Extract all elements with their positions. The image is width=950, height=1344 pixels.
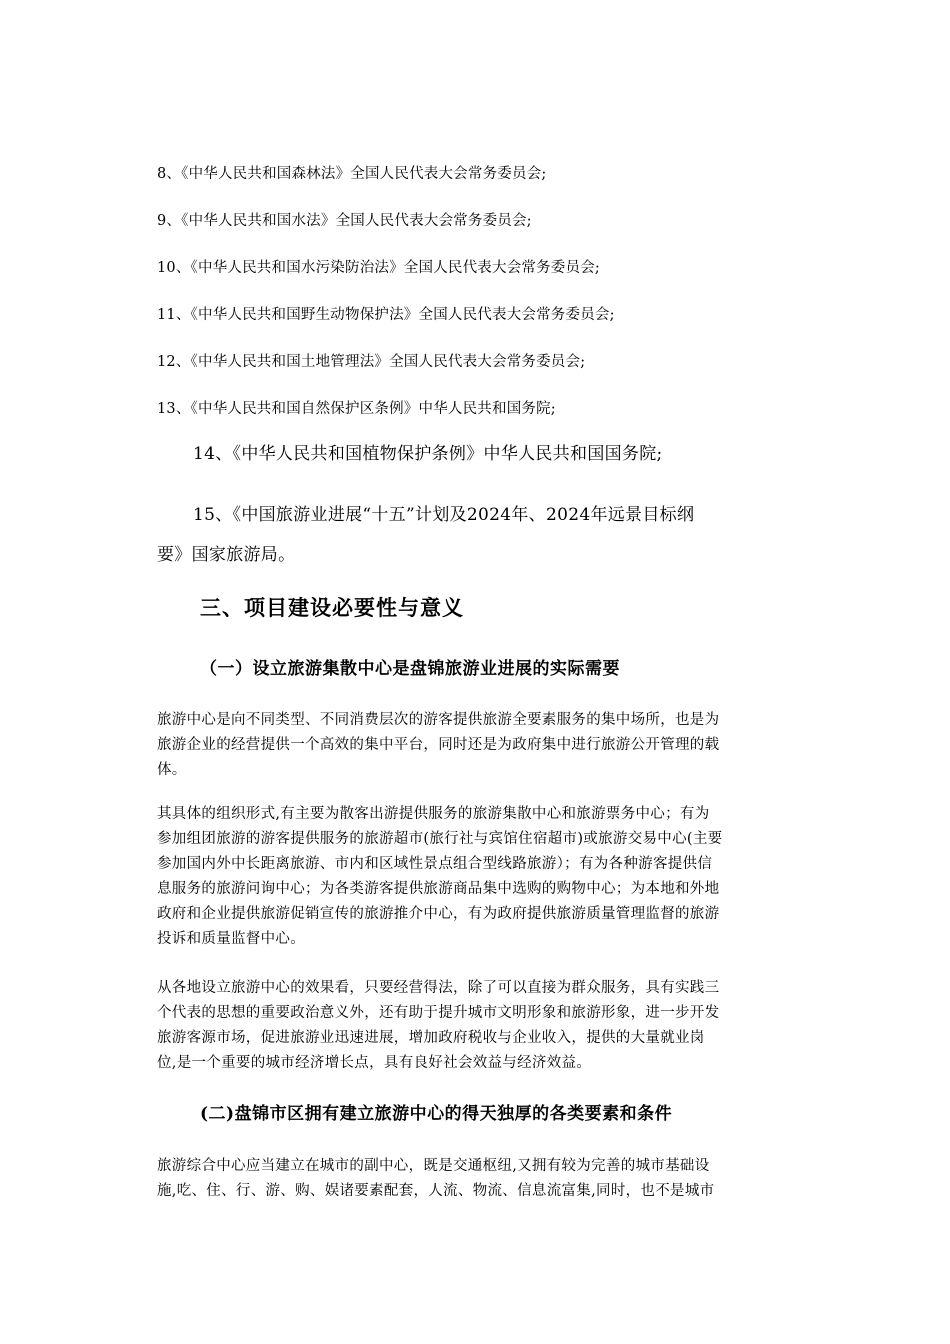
reference-item: 9、《中华人民共和国水法》全国人民代表大会常务委员会; [157,213,532,229]
paragraph-line: 位,是一个重要的城市经济增长点，具有良好社会效益与经济效益。 [157,1055,592,1071]
paragraph-line: 参加组团旅游的游客提供服务的旅游超市(旅行社与宾馆住宿超市)或旅游交易中心(主要 [157,831,723,847]
paragraph-line: 体。 [157,762,187,778]
paragraph-line: 旅游中心是向不同类型、不同消费层次的游客提供旅游全要素服务的集中场所，也是为 [157,712,720,728]
paragraph-1 [157,708,797,783]
paragraph-line: 参加国内外中长距离旅游、市内和区域性景点组合型线路旅游）；有为各种游客提供信 [157,856,713,872]
reference-15-line: 15、《中国旅游业进展“十五”计划及2024年、2024年远景目标纲 [193,505,695,525]
reference-item: 13、《中华人民共和国自然保护区条例》中华人民共和国务院; [157,401,556,417]
paragraph-line: 个代表的思想的重要政治意义外，还有助于提升城市文明形象和旅游形象，进一步开发 [157,1005,720,1021]
reference-item: 10、《中华人民共和国水污染防治法》全国人民代表大会常务委员会; [157,260,600,276]
paragraph-3 [157,976,797,1076]
paragraph-line: 息服务的旅游问询中心；为各类游客提供旅游商品集中选购的购物中心；为本地和外地 [157,881,720,897]
paragraph-line: 从各地设立旅游中心的效果看，只要经营得法，除了可以直接为群众服务，具有实践三 [157,980,720,996]
paragraph-line: 投诉和质量监督中心。 [157,931,305,947]
paragraph-line: 其具体的组织形式,有主要为散客出游提供服务的旅游集散中心和旅游票务中心；有为 [157,806,710,822]
subsection-heading-2: (二)盘锦市区拥有建立旅游中心的得天独厚的各类要素和条件 [200,1104,673,1124]
reference-item-15 [157,497,797,573]
paragraph-line: 政府和企业提供旅游促销宣传的旅游推介中心，有为政府提供旅游质量管理监督的旅游 [157,906,720,922]
paragraph-2 [157,802,797,952]
subsection-heading-1: （一）设立旅游集散中心是盘锦旅游业进展的实际需要 [200,659,620,679]
reference-item: 11、《中华人民共和国野生动物保护法》全国人民代表大会常务委员会; [157,307,615,323]
reference-item-14 [157,436,797,472]
paragraph-line: 旅游综合中心应当建立在城市的副中心，既是交通枢纽,又拥有较为完善的城市基础设 [157,1158,710,1174]
section-heading: 三、项目建设必要性与意义 [200,595,464,620]
paragraph-4 [157,1154,797,1204]
reference-item: 8、《中华人民共和国森林法》全国人民代表大会常务委员会; [157,166,547,182]
paragraph-line: 旅游企业的经营提供一个高效的集中平台，同时还是为政府集中进行旅游公开管理的载 [157,737,720,753]
paragraph-line: 施,吃、住、行、游、购、娱诸要素配套，人流、物流、信息流富集,同时，也不是城市 [157,1183,715,1199]
reference-14-text: 14、《中华人民共和国植物保护条例》中华人民共和国国务院; [193,444,663,464]
reference-item: 12、《中华人民共和国土地管理法》全国人民代表大会常务委员会; [157,354,586,370]
reference-15-line: 要》国家旅游局。 [157,545,296,565]
paragraph-line: 旅游客源市场，促进旅游业迅速进展，增加政府税收与企业收入，提供的大量就业岗 [157,1030,705,1046]
